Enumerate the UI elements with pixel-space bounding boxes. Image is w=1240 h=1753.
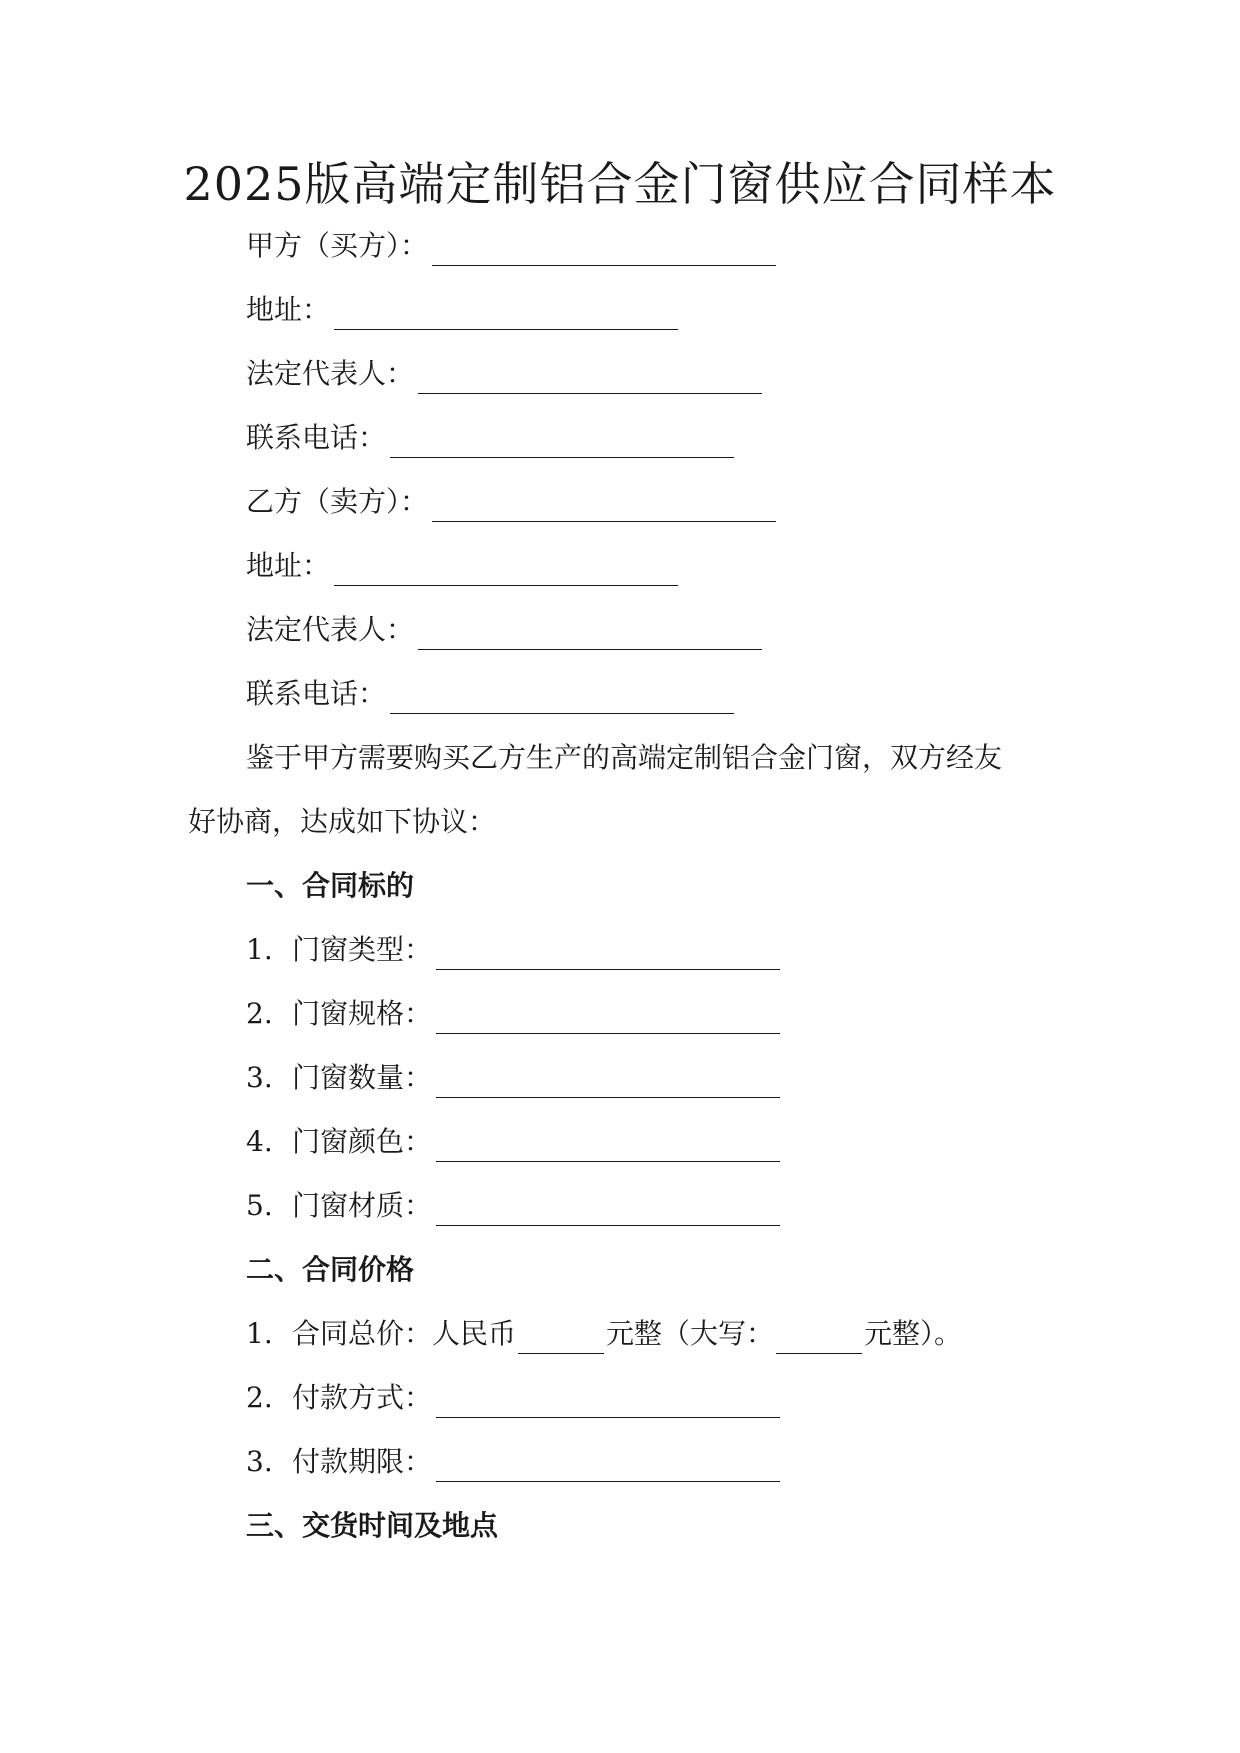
- party-b-phone-row: [246, 674, 734, 714]
- item-number: 1.: [246, 933, 273, 966]
- party-b-phone-label: 联系电话：: [246, 677, 387, 710]
- item-label: 门窗类型：: [292, 933, 433, 966]
- section-3-heading: 三、交货时间及地点: [246, 1509, 499, 1542]
- item-number: 1.: [246, 1317, 273, 1350]
- section-1-heading: 一、合同标的: [246, 869, 415, 902]
- item-number: 2.: [246, 997, 273, 1030]
- section-2-heading: 二、合同价格: [246, 1253, 415, 1286]
- item-label: 门窗颜色：: [292, 1125, 433, 1158]
- item-number: 3.: [246, 1445, 273, 1478]
- section-2-price-row: [246, 1314, 962, 1354]
- section-1-item: [246, 994, 780, 1034]
- preamble-line-1: 鉴于甲方需要购买乙方生产的高端定制铝合金门窗，双方经友: [246, 741, 1003, 774]
- section-2-item: [246, 1442, 780, 1482]
- item-number: 3.: [246, 1061, 273, 1094]
- party-b-name-label: 乙方（卖方）：: [246, 485, 429, 518]
- party-b-rep-blank[interactable]: [418, 619, 762, 650]
- item-label: 门窗材质：: [292, 1189, 433, 1222]
- item-blank[interactable]: [436, 1003, 780, 1034]
- party-a-name-blank[interactable]: [432, 235, 776, 266]
- item-label: 门窗规格：: [292, 997, 433, 1030]
- party-a-address-row: [246, 290, 678, 330]
- party-a-address-label: 地址：: [246, 293, 331, 326]
- item-number: 2.: [246, 1381, 273, 1414]
- party-a-rep-blank[interactable]: [418, 363, 762, 394]
- party-b-rep-row: [246, 610, 762, 650]
- price-text-2: 元整（大写：: [606, 1317, 775, 1350]
- party-b-name-row: [246, 482, 776, 522]
- section-1-item: [246, 930, 780, 970]
- item-label: 门窗数量：: [292, 1061, 433, 1094]
- item-number: 5.: [246, 1189, 273, 1222]
- preamble-line-2: 好协商，达成如下协议：: [188, 805, 497, 838]
- item-blank[interactable]: [436, 1195, 780, 1226]
- party-a-address-blank[interactable]: [334, 299, 678, 330]
- party-a-rep-label: 法定代表人：: [246, 357, 415, 390]
- party-a-rep-row: [246, 354, 762, 394]
- party-b-name-blank[interactable]: [432, 491, 776, 522]
- party-b-rep-label: 法定代表人：: [246, 613, 415, 646]
- item-blank[interactable]: [436, 1451, 780, 1482]
- item-label: 付款期限：: [292, 1445, 433, 1478]
- price-amount-blank[interactable]: [518, 1323, 604, 1354]
- item-number: 4.: [246, 1125, 273, 1158]
- price-text-3: 元整）。: [864, 1317, 963, 1350]
- document-title: 2025版高端定制铝合金门窗供应合同样本: [183, 157, 1057, 211]
- item-blank[interactable]: [436, 1387, 780, 1418]
- party-b-address-row: [246, 546, 678, 586]
- party-a-name-row: [246, 226, 776, 266]
- price-uppercase-blank[interactable]: [776, 1323, 862, 1354]
- party-a-name-label: 甲方（买方）：: [246, 229, 429, 262]
- section-1-item: [246, 1186, 780, 1226]
- item-blank[interactable]: [436, 1131, 780, 1162]
- party-a-phone-label: 联系电话：: [246, 421, 387, 454]
- section-2-item: [246, 1378, 780, 1418]
- price-text-1: 合同总价：人民币: [292, 1317, 517, 1350]
- item-blank[interactable]: [436, 939, 780, 970]
- item-label: 付款方式：: [292, 1381, 433, 1414]
- item-blank[interactable]: [436, 1067, 780, 1098]
- section-1-item: [246, 1058, 780, 1098]
- party-b-address-label: 地址：: [246, 549, 331, 582]
- party-a-phone-row: [246, 418, 734, 458]
- party-b-phone-blank[interactable]: [390, 683, 734, 714]
- party-b-address-blank[interactable]: [334, 555, 678, 586]
- section-1-item: [246, 1122, 780, 1162]
- party-a-phone-blank[interactable]: [390, 427, 734, 458]
